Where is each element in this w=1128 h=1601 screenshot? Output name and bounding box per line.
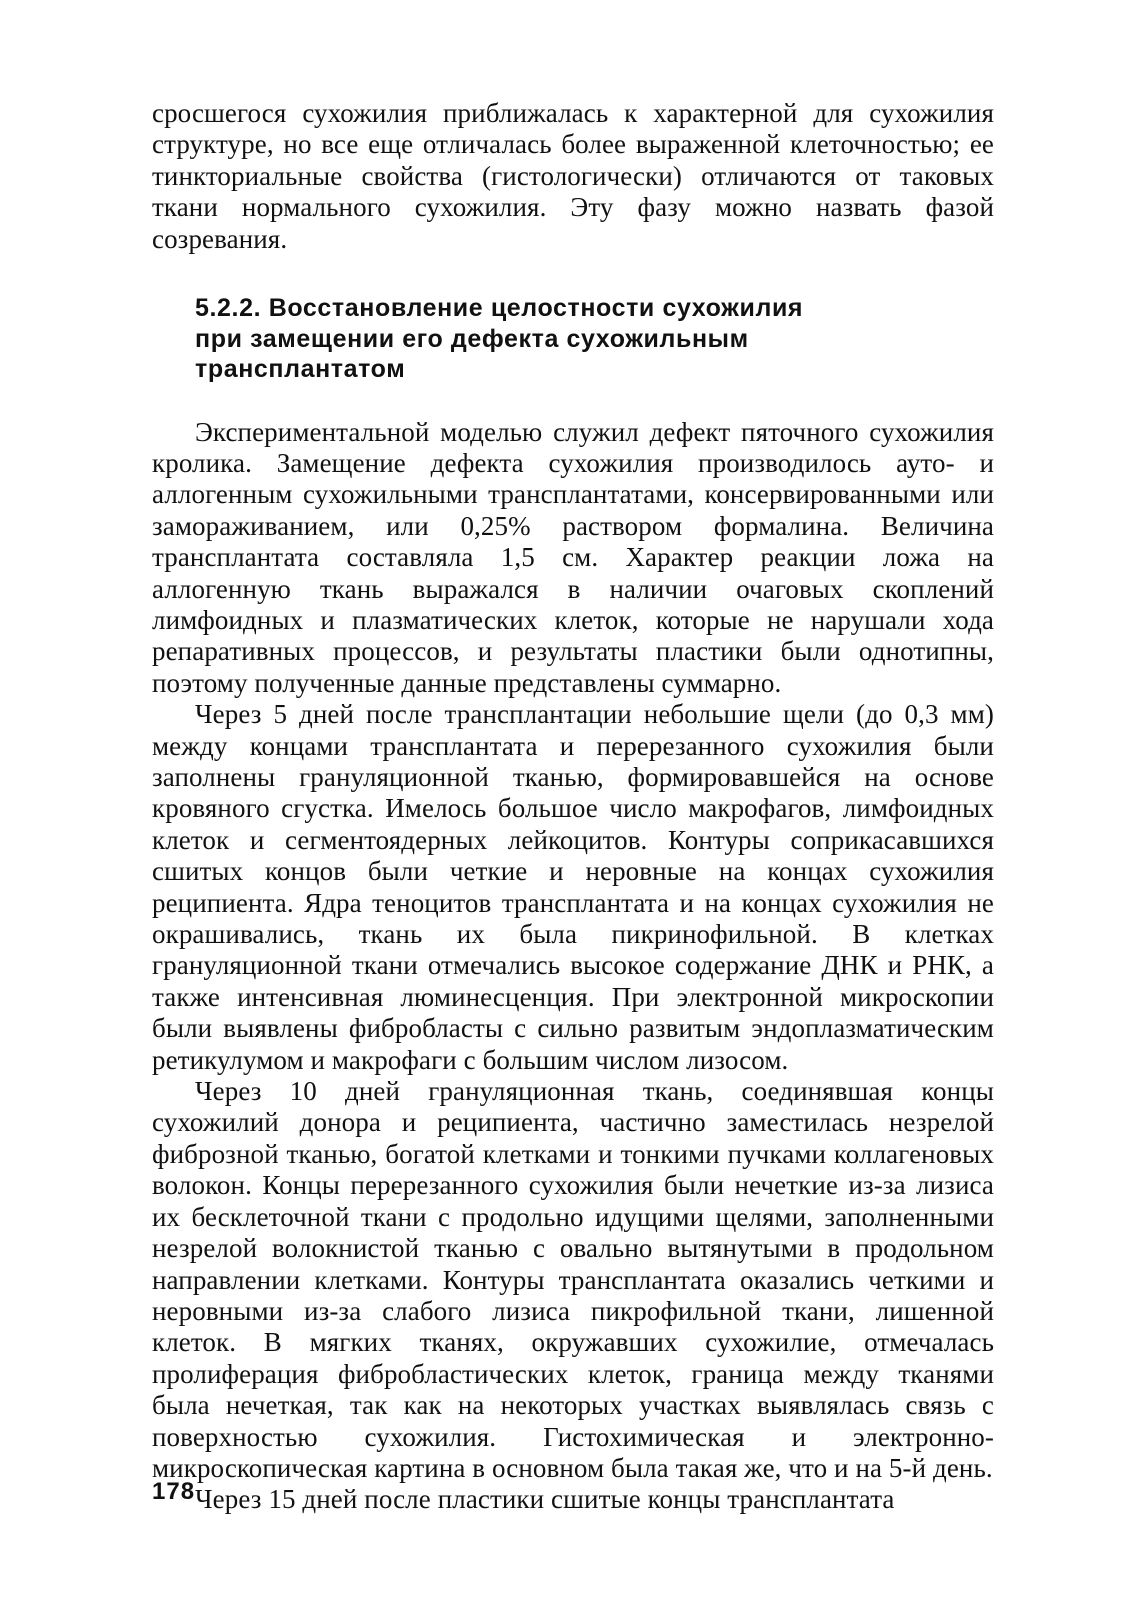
section-heading bbox=[195, 293, 994, 385]
paragraph-model: Экспериментальной моделью служил дефект пяточного сухожилия кролика. Замещение дефекта сухожилия производилось ауто- и аллогенным сухожильными трансплантатами, консервированными или замораживанием, или 0,25% раствором формалина. Величина трансплантата составляла 1,5 см. Характер реакции ложа на аллогенную ткань выражался в наличии очаговых скоплений лимфоидных и плазматических клеток, которые не нарушали хода репаративных процессов, и результаты пластики были однотипны, поэтому полученные данные представлены суммарно. bbox=[152, 416, 994, 698]
heading-line-1: 5.2.2. Восстановление целостности сухожилия bbox=[195, 294, 804, 323]
page-body bbox=[152, 98, 994, 1516]
paragraph-day-5: Через 5 дней после трансплантации небольшие щели (до 0,3 мм) между концами трансплантата и перерезанного сухожилия были заполнены грануляционной тканью, формировавшейся на основе кровяного сгустка. Имелось большое число макрофагов, лимфоидных клеток и сегментоядерных лейкоцитов. Контуры соприкасавшихся сшитых концов были четкие и неровные на концах сухожилия реципиента. Ядра теноцитов трансплантата и на концах сухожилия не окрашивались, ткань их была пикринофильной. В клетках грануляционной ткани отмечались высокое содержание ДНК и РНК, а также интенсивная люминесценция. При электронной микроскопии были выявлены фибробласты с сильно развитым эндоплазматическим ретикулумом и макрофаги с большим числом лизосом. bbox=[152, 699, 994, 1075]
heading-line-2: при замещении его дефекта сухожильным bbox=[195, 324, 749, 353]
paragraph-day-10: Через 10 дней грануляционная ткань, соединявшая концы сухожилий донора и реципиента, частично заместилась незрелой фиброзной тканью, богатой клетками и тонкими пучками коллагеновых волокон. Концы перерезанного сухожилия были нечеткие из-за лизиса их бесклеточной ткани с продольно идущими щелями, заполненными незрелой волокнистой тканью с овально вытянутыми в продольном направлении клетками. Контуры трансплантата оказались четкими и неровными из-за слабого лизиса пикрофильной ткани, лишенной клеток. В мягких тканях, окружавших сухожилие, отмечалась пролиферация фибробластических клеток, граница между тканями была нечеткая, так как на некоторых участках выявлялась связь с поверхностью сухожилия. Гистохимическая и электронно-микроскопическая картина в основном была такая же, что и на 5-й день. bbox=[152, 1076, 994, 1483]
page-number: 178 bbox=[152, 1478, 196, 1505]
heading-line-3: трансплантатом bbox=[195, 355, 406, 384]
paragraph-continuation: сросшегося сухожилия приближалась к характерной для сухожилия структуре, но все еще отличалась более выраженной клеточностью; ее тинкториальные свойства (гистологически) отличаются от таковых ткани нормального сухожилия. Эту фазу можно назвать фазой созревания. bbox=[152, 98, 994, 254]
paragraph-day-15: Через 15 дней после пластики сшитые концы трансплантата bbox=[195, 1484, 895, 1515]
